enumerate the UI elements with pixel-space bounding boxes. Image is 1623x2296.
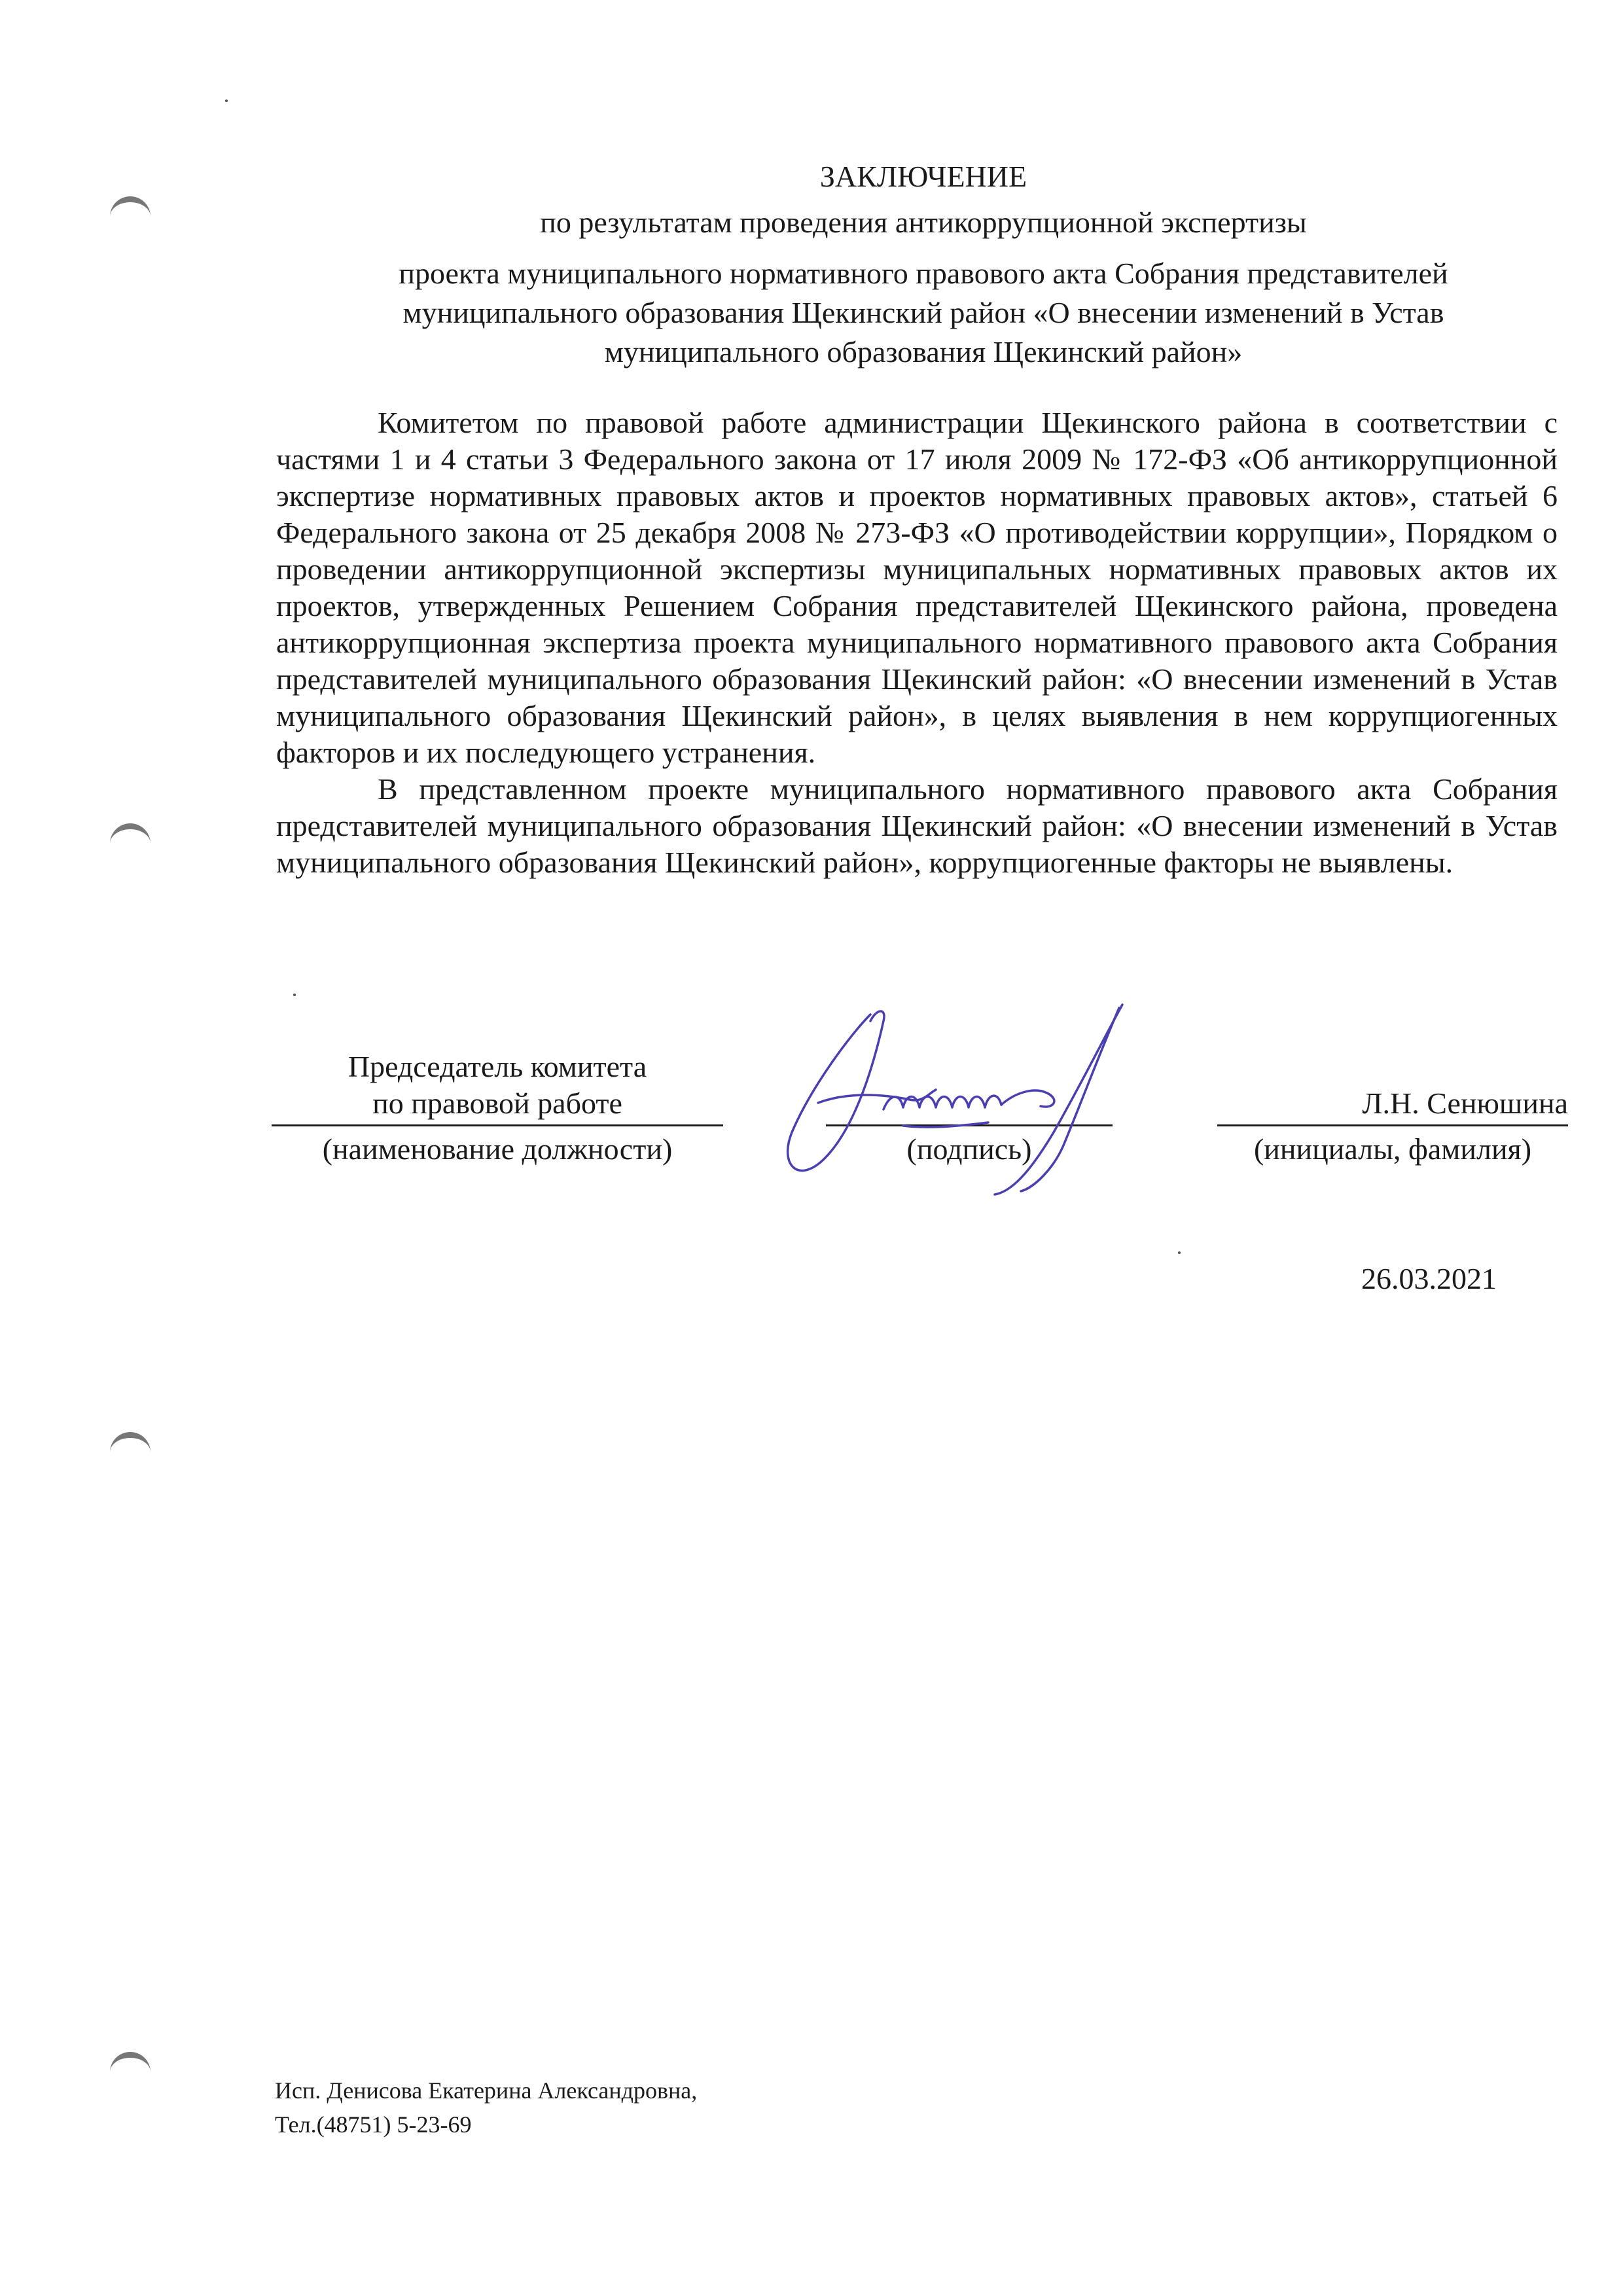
position-underline <box>272 1124 723 1126</box>
body-paragraph: В представленном проекте муниципального нормативного правового акта Собрания представителей муниципального образования Щекинский район: «О внесении изменений в Устав муниципального образования Щекинский район», коррупциогенные факторы не выявлены. <box>276 772 1558 879</box>
scan-speck <box>293 994 296 996</box>
name-underline <box>1217 1124 1568 1126</box>
handwritten-signature <box>772 995 1139 1204</box>
binder-hole-mark <box>110 1432 151 1460</box>
position-line-1: Председатель комитета <box>348 1050 647 1083</box>
binder-hole-mark <box>110 823 151 852</box>
signature-caption: (подпись) <box>906 1132 1032 1166</box>
subject-block <box>0 254 1623 372</box>
executor-info <box>275 2073 697 2142</box>
scan-speck <box>225 99 228 102</box>
document-title: ЗАКЛЮЧЕНИЕ <box>819 160 1027 193</box>
scan-speck <box>1178 1251 1181 1254</box>
subject-line: муниципального образования Щекинский район «О внесении изменений в Устав <box>402 296 1444 329</box>
signer-name: Л.Н. Сенюшина <box>1362 1086 1568 1120</box>
binder-hole-mark <box>110 2052 151 2080</box>
name-caption: (инициалы, фамилия) <box>1253 1132 1532 1166</box>
subject-line: муниципального образования Щекинский район» <box>604 335 1243 368</box>
executor-phone: Тел.(48751) 5-23-69 <box>275 2111 472 2138</box>
body-paragraph: Комитетом по правовой работе администрации Щекинского района в соответствии с частями 1 и 4 статьи 3 Федерального закона от 17 июля 2009 № 172-ФЗ «Об антикоррупционной экспертизе нормативных правовых актов и проектов нормативных правовых актов», статьей 6 Федерального закона от 25 декабря 2008 № 273-ФЗ «О противодействии коррупции», Порядком о проведении антикоррупционной экспертизы муниципальных нормативных правовых актов их проектов, утвержденных Решением Собрания представителей Щекинского района, проведена антикоррупционная экспертиза проекта муниципального нормативного правового акта Собрания представителей муниципального образования Щекинский район: «О внесении изменений в Устав муниципального образования Щекинский район», в целях выявления в нем коррупциогенных факторов и их последующего устранения. <box>276 406 1558 769</box>
subject-line: проекта муниципального нормативного правового акта Собрания представителей <box>399 257 1448 290</box>
position-caption: (наименование должности) <box>322 1132 673 1166</box>
document-body <box>276 404 1558 881</box>
executor-name: Исп. Денисова Екатерина Александровна, <box>275 2077 698 2104</box>
document-subtitle: по результатам проведения антикоррупционной экспертизы <box>540 206 1307 239</box>
position-line-2: по правовой работе <box>372 1086 622 1120</box>
document-date: 26.03.2021 <box>1361 1262 1497 1295</box>
